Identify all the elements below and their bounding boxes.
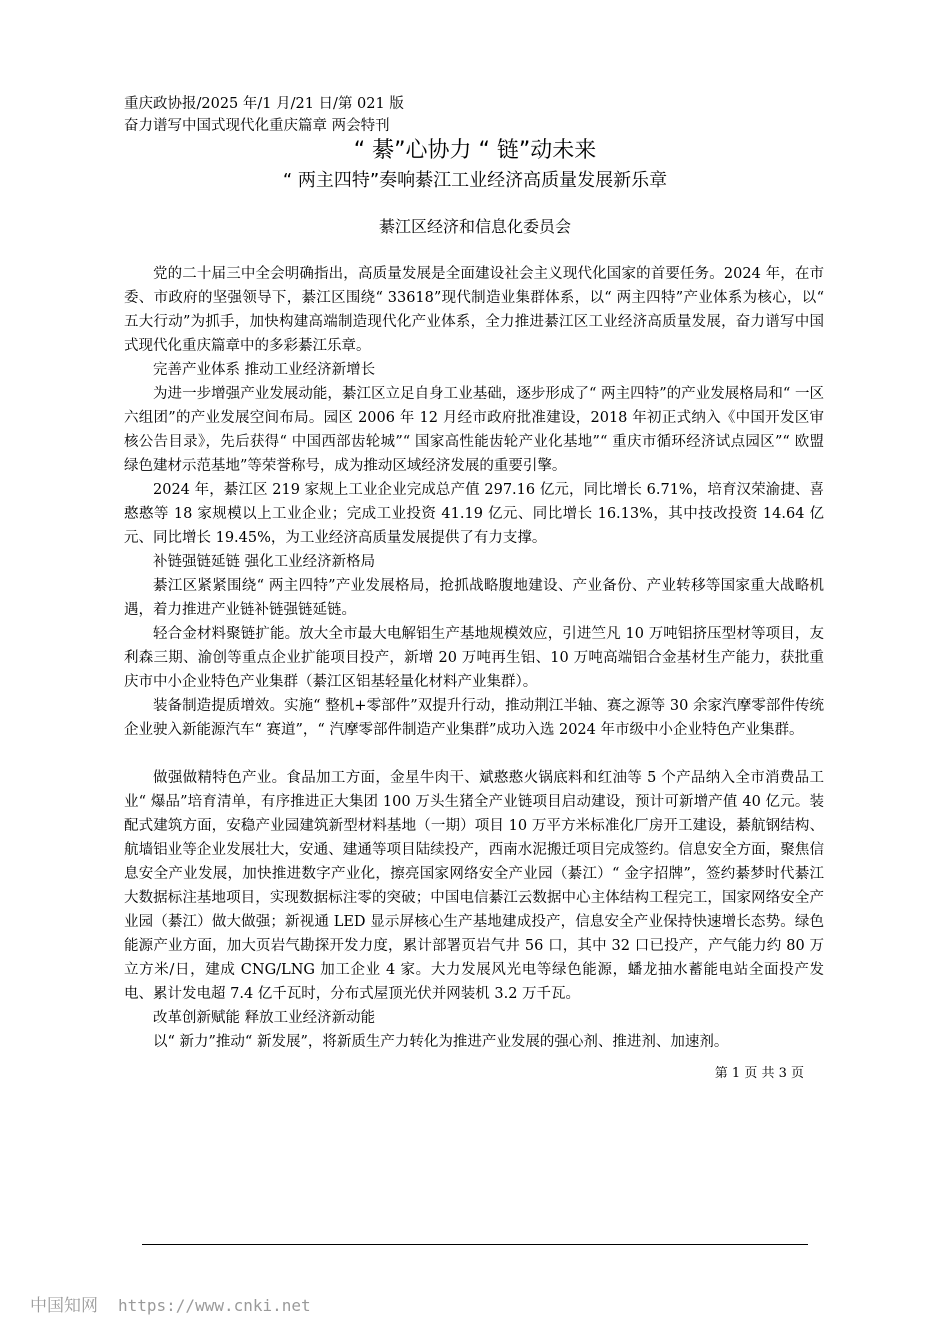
paragraph-gap bbox=[124, 742, 824, 766]
paragraph: 以“ 新力”推动“ 新发展”，将新质生产力转化为推进产业发展的强心剂、推进剂、加速剂。 bbox=[153, 1034, 729, 1050]
article-subtitle: “ 两主四特”奏响綦江工业经济高质量发展新乐章 bbox=[282, 170, 668, 191]
page-indicator: 第 1 页 共 3 页 bbox=[714, 1066, 804, 1081]
article-body bbox=[124, 262, 824, 1054]
cnki-watermark bbox=[30, 1294, 311, 1318]
article-title: “ 綦”心协力 “ 链”动未来 bbox=[353, 138, 597, 163]
paragraph: 装备制造提质增效。实施“ 整机+零部件”双提升行动，推动荆江半轴、赛之源等 30 余家汽摩零部件传统企业驶入新能源汽车“ 赛道”，“ 汽摩零部件制造产业集群”成功入选 2024 年市级中小企业特色产业集群。 bbox=[124, 698, 824, 738]
article-author: 綦江区经济和信息化委员会 bbox=[378, 217, 571, 236]
section-heading-2: 补链强链延链 强化工业经济新格局 bbox=[153, 554, 376, 570]
watermark-name: 中国知网 bbox=[30, 1296, 98, 1316]
section-heading-1: 完善产业体系 推动工业经济新增长 bbox=[153, 362, 376, 378]
paragraph: 綦江区紧紧围绕“ 两主四特”产业发展格局，抢抓战略腹地建设、产业备份、产业转移等国家重大战略机遇，着力推进产业链补链强链延链。 bbox=[124, 578, 824, 618]
column-name: 奋力谱写中国式现代化重庆篇章 两会特刊 bbox=[124, 118, 390, 134]
paragraph: 轻合金材料聚链扩能。放大全市最大电解铝生产基地规模效应，引进竺凡 10 万吨铝挤压型材等项目，友利森三期、渝创等重点企业扩能项目投产，新增 20 万吨再生铝、10 万吨高端铝合金基材生产能力，获批重庆市中小企业特色产业集群（綦江区铝基轻量化材料产业集群）。 bbox=[124, 626, 824, 690]
paragraph: 为进一步增强产业发展动能，綦江区立足自身工业基础，逐步形成了“ 两主四特”的产业发展格局和“ 一区六组团”的产业发展空间布局。园区 2006 年 12 月经市政府批准建设，2018 年初正式纳入《中国开发区审核公告目录》，先后获得“ 中国西部齿轮城”“ 国家高性能齿轮产业化基地”“ 重庆市循环经济试点园区”“ 欧盟绿色建材示范基地”等荣誉称号，成为推动区域经济发展的重要引擎。 bbox=[124, 386, 824, 474]
footer-divider bbox=[142, 1244, 808, 1245]
paragraph: 做强做精特色产业。食品加工方面，金星牛肉干、斌憨憨火锅底料和红油等 5 个产品纳入全市消费品工业“ 爆品”培育清单，有序推进正大集团 100 万头生猪全产业链项目启动建设，预计可新增产值 40 亿元。装配式建筑方面，安稳产业园建筑新型材料基地（一期）项目 10 万平方米标准化厂房开工建设，綦航钢结构、航墙铝业等企业发展壮大，安通、建通等项目陆续投产，西南水泥搬迁项目完成签约。信息安全方面，聚焦信息安全产业发展，加快推进数字产业化，擦亮国家网络安全产业园（綦江）“ 金字招牌”，签约綦梦时代綦江大数据标注基地项目，实现数据标注零的突破；中国电信綦江云数据中心主体结构工程完工，国家网络安全产业园（綦江）做大做强；新视通 LED 显示屏核心生产基地建成投产，信息安全产业保持快速增长态势。绿色能源产业方面，加大页岩气勘探开发力度，累计部署页岩气井 56 口，其中 32 口已投产，产气能力约 80 万立方米/日，建成 CNG/LNG 加工企业 4 家。大力发展风光电等绿色能源，蟠龙抽水蓄能电站全面投产发电、累计发电超 7.4 亿千瓦时，分布式屋顶光伏并网装机 3.2 万千瓦。 bbox=[124, 770, 824, 1002]
section-heading-3: 改革创新赋能 释放工业经济新动能 bbox=[153, 1010, 376, 1026]
paragraph: 2024 年，綦江区 219 家规上工业企业完成总产值 297.16 亿元，同比增长 6.71%，培育汉荣渝捷、喜憨憨等 18 家规模以上工业企业；完成工业投资 41.19 亿元、同比增长 16.13%，其中技改投资 14.64 亿元、同比增长 19.45%，为工业经济高质量发展提供了有力支撑。 bbox=[124, 482, 824, 546]
paragraph-intro: 党的二十届三中全会明确指出，高质量发展是全面建设社会主义现代化国家的首要任务。2024 年，在市委、市政府的坚强领导下，綦江区围绕“ 33618”现代制造业集群体系，以“ 两主四特”产业体系为核心，以“ 五大行动”为抓手，加快构建高端制造现代化产业体系，全力推进綦江区工业经济高质量发展，奋力谱写中国式现代化重庆篇章中的多彩綦江乐章。 bbox=[124, 266, 824, 354]
publication-source: 重庆政协报/2025 年/1 月/21 日/第 021 版 bbox=[124, 96, 404, 112]
watermark-url[interactable]: https://www.cnki.net bbox=[118, 1296, 311, 1315]
